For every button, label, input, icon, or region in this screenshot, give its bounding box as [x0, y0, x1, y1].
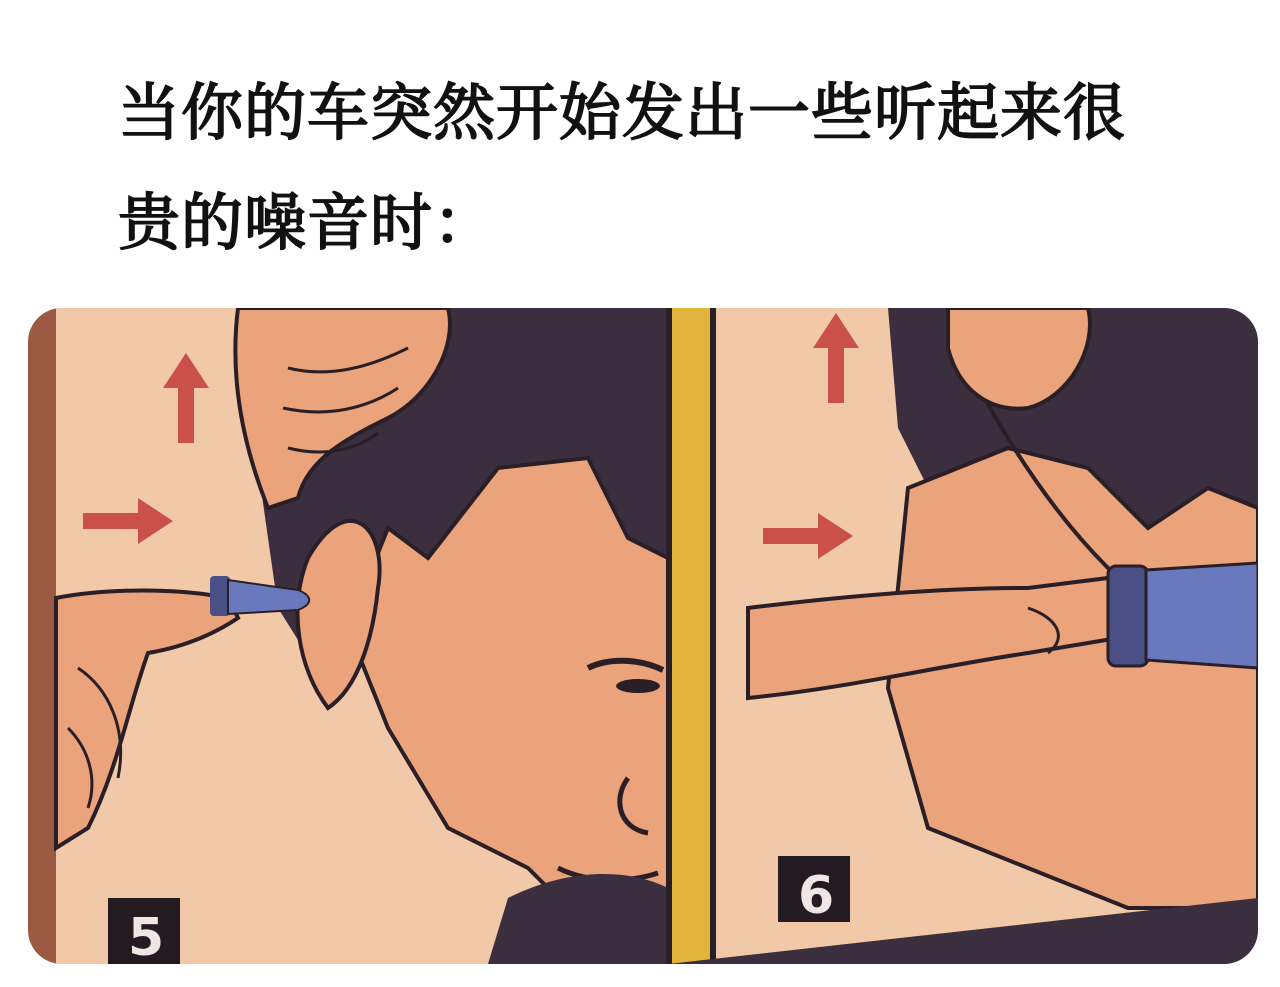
ear-plug-large	[1146, 563, 1258, 668]
panel-number-6: 6	[798, 866, 835, 926]
panel-number-5: 5	[128, 908, 165, 964]
comic-illustration	[28, 308, 1258, 964]
eye	[616, 679, 660, 693]
plug-base-right	[1108, 566, 1148, 666]
meme-caption: 当你的车突然开始发出一些听起来很贵的噪音时：	[118, 76, 1127, 259]
comic-drawing	[28, 308, 1258, 964]
panel-edge	[28, 308, 56, 964]
panel-divider	[672, 308, 710, 964]
